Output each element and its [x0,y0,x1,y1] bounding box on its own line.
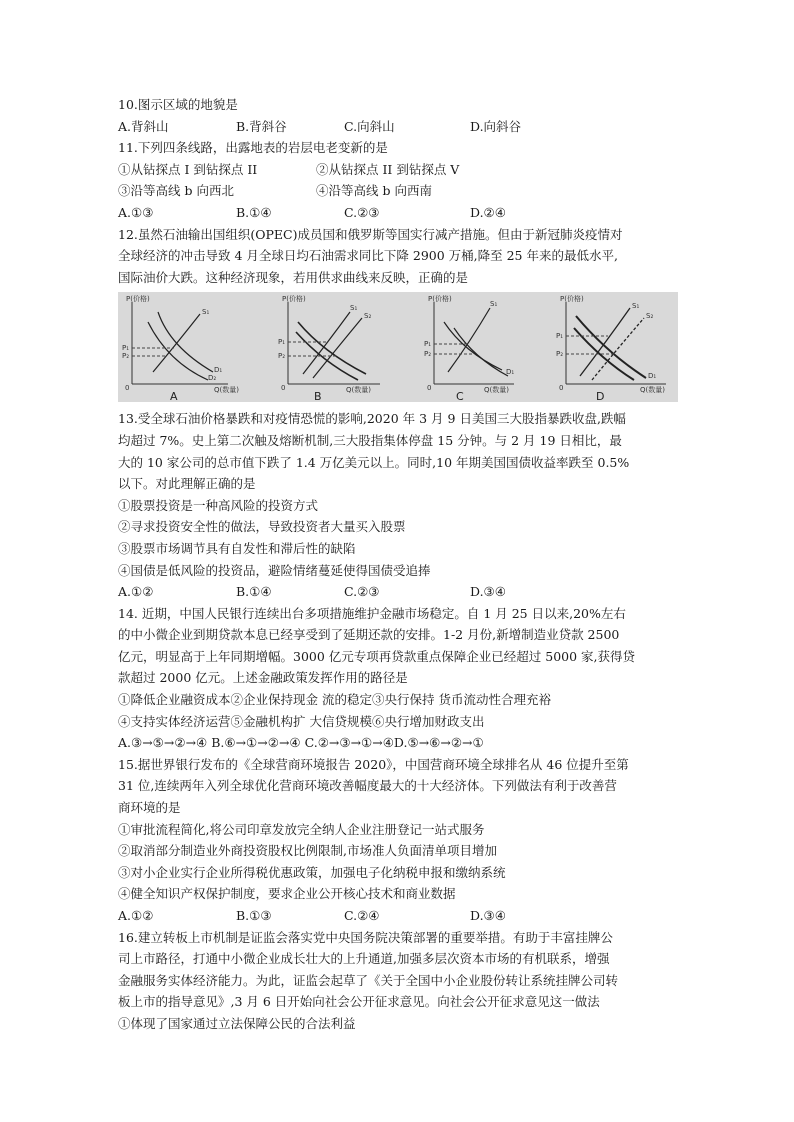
q11-option-b: B.①④ [236,204,272,220]
graph-a-curve-d1 [158,312,213,372]
q15-options [118,905,690,927]
q11-option-c: C.②③ [344,204,380,220]
q13-line-2: 均超过 7%。史上第二次触及熔断机制,三大股指集体停盘 15 分钟。与 2 月 19 日相比，最 [118,432,622,448]
q10-option-a: A.背斜山 [118,118,169,134]
q14-items-2: ④支持实体经济运营⑤金融机构扩 大信贷规模⑥央行增加财政支出 [118,713,485,729]
graph-c-s1-label: S₁ [490,300,498,309]
graph-d-label: D [596,390,605,403]
graph-a-p2-label: P₂ [122,352,130,361]
graph-a-label: A [170,390,178,403]
q13-option-d: D.③④ [470,584,506,600]
graph-b-curve-s2 [313,318,362,378]
q15-option-a: A.①② [118,908,154,923]
q11-option-a: A.①③ [118,204,154,220]
graph-b-p1-label: P₁ [278,338,286,347]
graph-c-x-axis-label: Q(数量) [484,386,509,395]
q10-option-b: B.背斜谷 [236,118,287,134]
q15-item-1: ①审批流程简化,将公司印章发放完全纳人企业注册登记一站式服务 [118,821,485,837]
q11-option-d: D.②④ [470,204,506,220]
q11-item-4: ④沿等高线 b 向西南 [316,183,432,199]
q16-line-2: 司上市路径，打通中小微企业成长壮大的上升通道,加强多层次资本市场的有机联系，增强 [118,951,610,967]
graph-a-s1-label: S₁ [202,308,210,317]
q13-item-4: ④国债是低风险的投资品，避险情绪蔓延使得国债受追捧 [118,562,431,578]
graph-c-p1-label: P₁ [424,340,432,349]
q16-line-4: 板上市的指导意见》,3 月 6 日开始向社会公开征求意见。向社会公开征求意见这一做法 [118,994,600,1010]
graph-d-d1-label: D₁ [648,372,657,381]
q13-item-3: ③股票市场调节具有自发性和滞后性的缺陷 [118,540,356,556]
supply-demand-graphs [118,292,678,402]
q15-line-3: 商环境的是 [118,800,181,816]
supply-demand-graphs-figure [118,292,678,402]
q13-line-3: 大的 10 家公司的总市值下跌了 1.4 万亿美元以上。同时,10 年期美国国债收益率跌至 0.5% [118,454,630,470]
graph-d-y-axis-label: P(价格) [560,295,584,304]
q13-option-b: B.①④ [236,584,272,600]
graph-b-s2-label: S₂ [364,312,372,321]
graph-a-p1-label: P₁ [122,344,130,353]
graph-d [556,294,666,402]
q10-stem: 10.图示区域的地貌是 [118,97,238,112]
q15-line-2: 31 位,连续两年入列全球优化营商环境改善幅度最大的十大经济体。下列做法有利于改善营 [118,778,617,794]
q10-options [118,116,690,138]
q11-item-1: ①从钻探点 I 到钻探点 II [118,161,258,177]
graph-d-origin: 0 [559,384,564,393]
graph-a-y-axis-label: P(价格) [126,295,150,304]
graph-a-origin: 0 [125,384,130,393]
q13-option-c: C.②③ [344,584,380,600]
graph-b-curve-d1 [298,322,366,374]
q14-line-3: 亿元，明显高于上年同期增幅。3000 亿元专项再贷款重点保障企业已经超过 5000 家,获得贷 [118,648,636,664]
graph-d-p1-label: P₁ [556,332,564,341]
q15-item-3: ③对小企业实行企业所得税优惠政策，加强电子化纳税申报和缴纳系统 [118,864,506,880]
q15-item-2: ②取消部分制造业外商投资股权比例限制,市场准人负面清单项目增加 [118,843,497,859]
q15-line-1: 15.据世界银行发布的《全球营商环境报告 2020》，中国营商环境全球排名从 46 位提升至第 [118,756,629,772]
q16-line-1: 16.建立转板上市机制是证监会落实党中央国务院决策部署的重要举措。有助于丰富挂牌公 [118,929,613,945]
graph-b-s1-label: S₁ [350,304,358,313]
q16-line-3: 金融服务实体经济能力。为此，证监会起草了《关于全国中小企业股份转让系统挂牌公司转 [118,972,619,988]
q14-options: A.③→⑤→②→④ B.⑥→①→②→④ C.②→③→①→④D.⑤→⑥→②→① [118,735,484,751]
q11-items-row-1 [118,159,690,181]
q15-option-d: D.③④ [470,908,506,923]
q13-option-a: A.①② [118,584,154,600]
graph-a-curve-d2 [148,322,208,380]
graph-c-y-axis-label: P(价格) [428,295,452,304]
q13-line-4: 以下。对此理解正确的是 [118,476,256,492]
q10-option-d: D.向斜谷 [470,118,522,134]
graph-d-curve-d1 [576,316,646,378]
graph-b-y-axis-label: P(价格) [282,295,306,304]
q14-line-2: 的中小微企业到期贷款本息已经享受到了延期还款的安排。1-2 月份,新增制造业贷款 2500 [118,627,620,643]
q11-items-row-2 [118,180,690,202]
q13-options [118,581,690,603]
q11-item-2: ②从钻探点 II 到钻探点 V [316,161,460,177]
graph-c-label: C [456,390,464,403]
graph-a-x-axis-label: Q(数量) [214,386,239,395]
q14-line-1: 14. 近期，中国人民银行连续出台多项措施维护金融市场稳定。自 1 月 25 日以来,20%左右 [118,605,626,621]
graph-c-curve-s1 [448,308,490,372]
graph-a [122,294,239,402]
graph-c-origin: 0 [427,384,432,393]
graph-b-label: B [314,390,322,403]
graph-a-d2-label: D₂ [208,374,217,383]
graph-c-p2-label: P₂ [424,350,432,359]
graph-c [424,294,514,402]
q15-option-b: B.①③ [236,908,272,923]
q16-item-1: ①体现了国家通过立法保障公民的合法利益 [118,1015,356,1031]
q12-line-3: 国际油价大跌。这种经济现象，若用供求曲线来反映，正确的是 [118,269,469,285]
graph-d-x-axis-label: Q(数量) [640,386,665,395]
graph-c-curve-d1 [444,322,502,370]
q14-items-1: ①降低企业融资成本②企业保持现金 流的稳定③央行保持 货币流动性合理充裕 [118,692,551,708]
graph-a-curve-s1 [153,314,200,372]
q12-line-1: 12.虽然石油输出国组织(OPEC)成员国和俄罗斯等国实行减产措施。但由于新冠肺炎疫情对 [118,226,623,242]
q13-line-1: 13.受全球石油价格暴跌和对疫情恐慌的影响,2020 年 3 月 9 日美国三大股指暴跌收盘,跌幅 [118,411,626,427]
q11-item-3: ③沿等高线 b 向西北 [118,183,234,199]
q13-item-2: ②寻求投资安全性的做法，导致投资者大量买入股票 [118,519,406,535]
graph-d-s2-label: S₂ [646,312,654,321]
graph-d-s1-label: S₁ [632,302,640,311]
graph-c-d1-label: D₁ [506,368,515,377]
graph-d-p2-label: P₂ [556,350,564,359]
graph-a-d1-label: D₁ [214,366,223,375]
exam-page [118,94,690,1035]
q11-stem: 11.下列四条线路，出露地表的岩层电老变新的是 [118,140,388,156]
graph-b-origin: 0 [281,384,286,393]
q12-line-2: 全球经济的冲击导致 4 月全球日均石油需求同比下降 2900 万桶,降至 25 年来的最低水平, [118,248,618,264]
q14-line-4: 款超过 2000 亿元。上述金融政策发挥作用的路径是 [118,670,408,686]
q15-item-4: ④健全知识产权保护制度，要求企业公开核心技术和商业数据 [118,886,456,902]
graph-b [278,294,380,402]
q11-options [118,202,690,224]
q13-item-1: ①股票投资是一种高风险的投资方式 [118,497,319,513]
graph-b-x-axis-label: Q(数量) [346,386,371,395]
graph-b-p2-label: P₂ [278,352,286,361]
q15-option-c: C.②④ [344,908,380,923]
q10-option-c: C.向斜山 [344,118,395,134]
graph-b-curve-s1 [303,312,350,374]
